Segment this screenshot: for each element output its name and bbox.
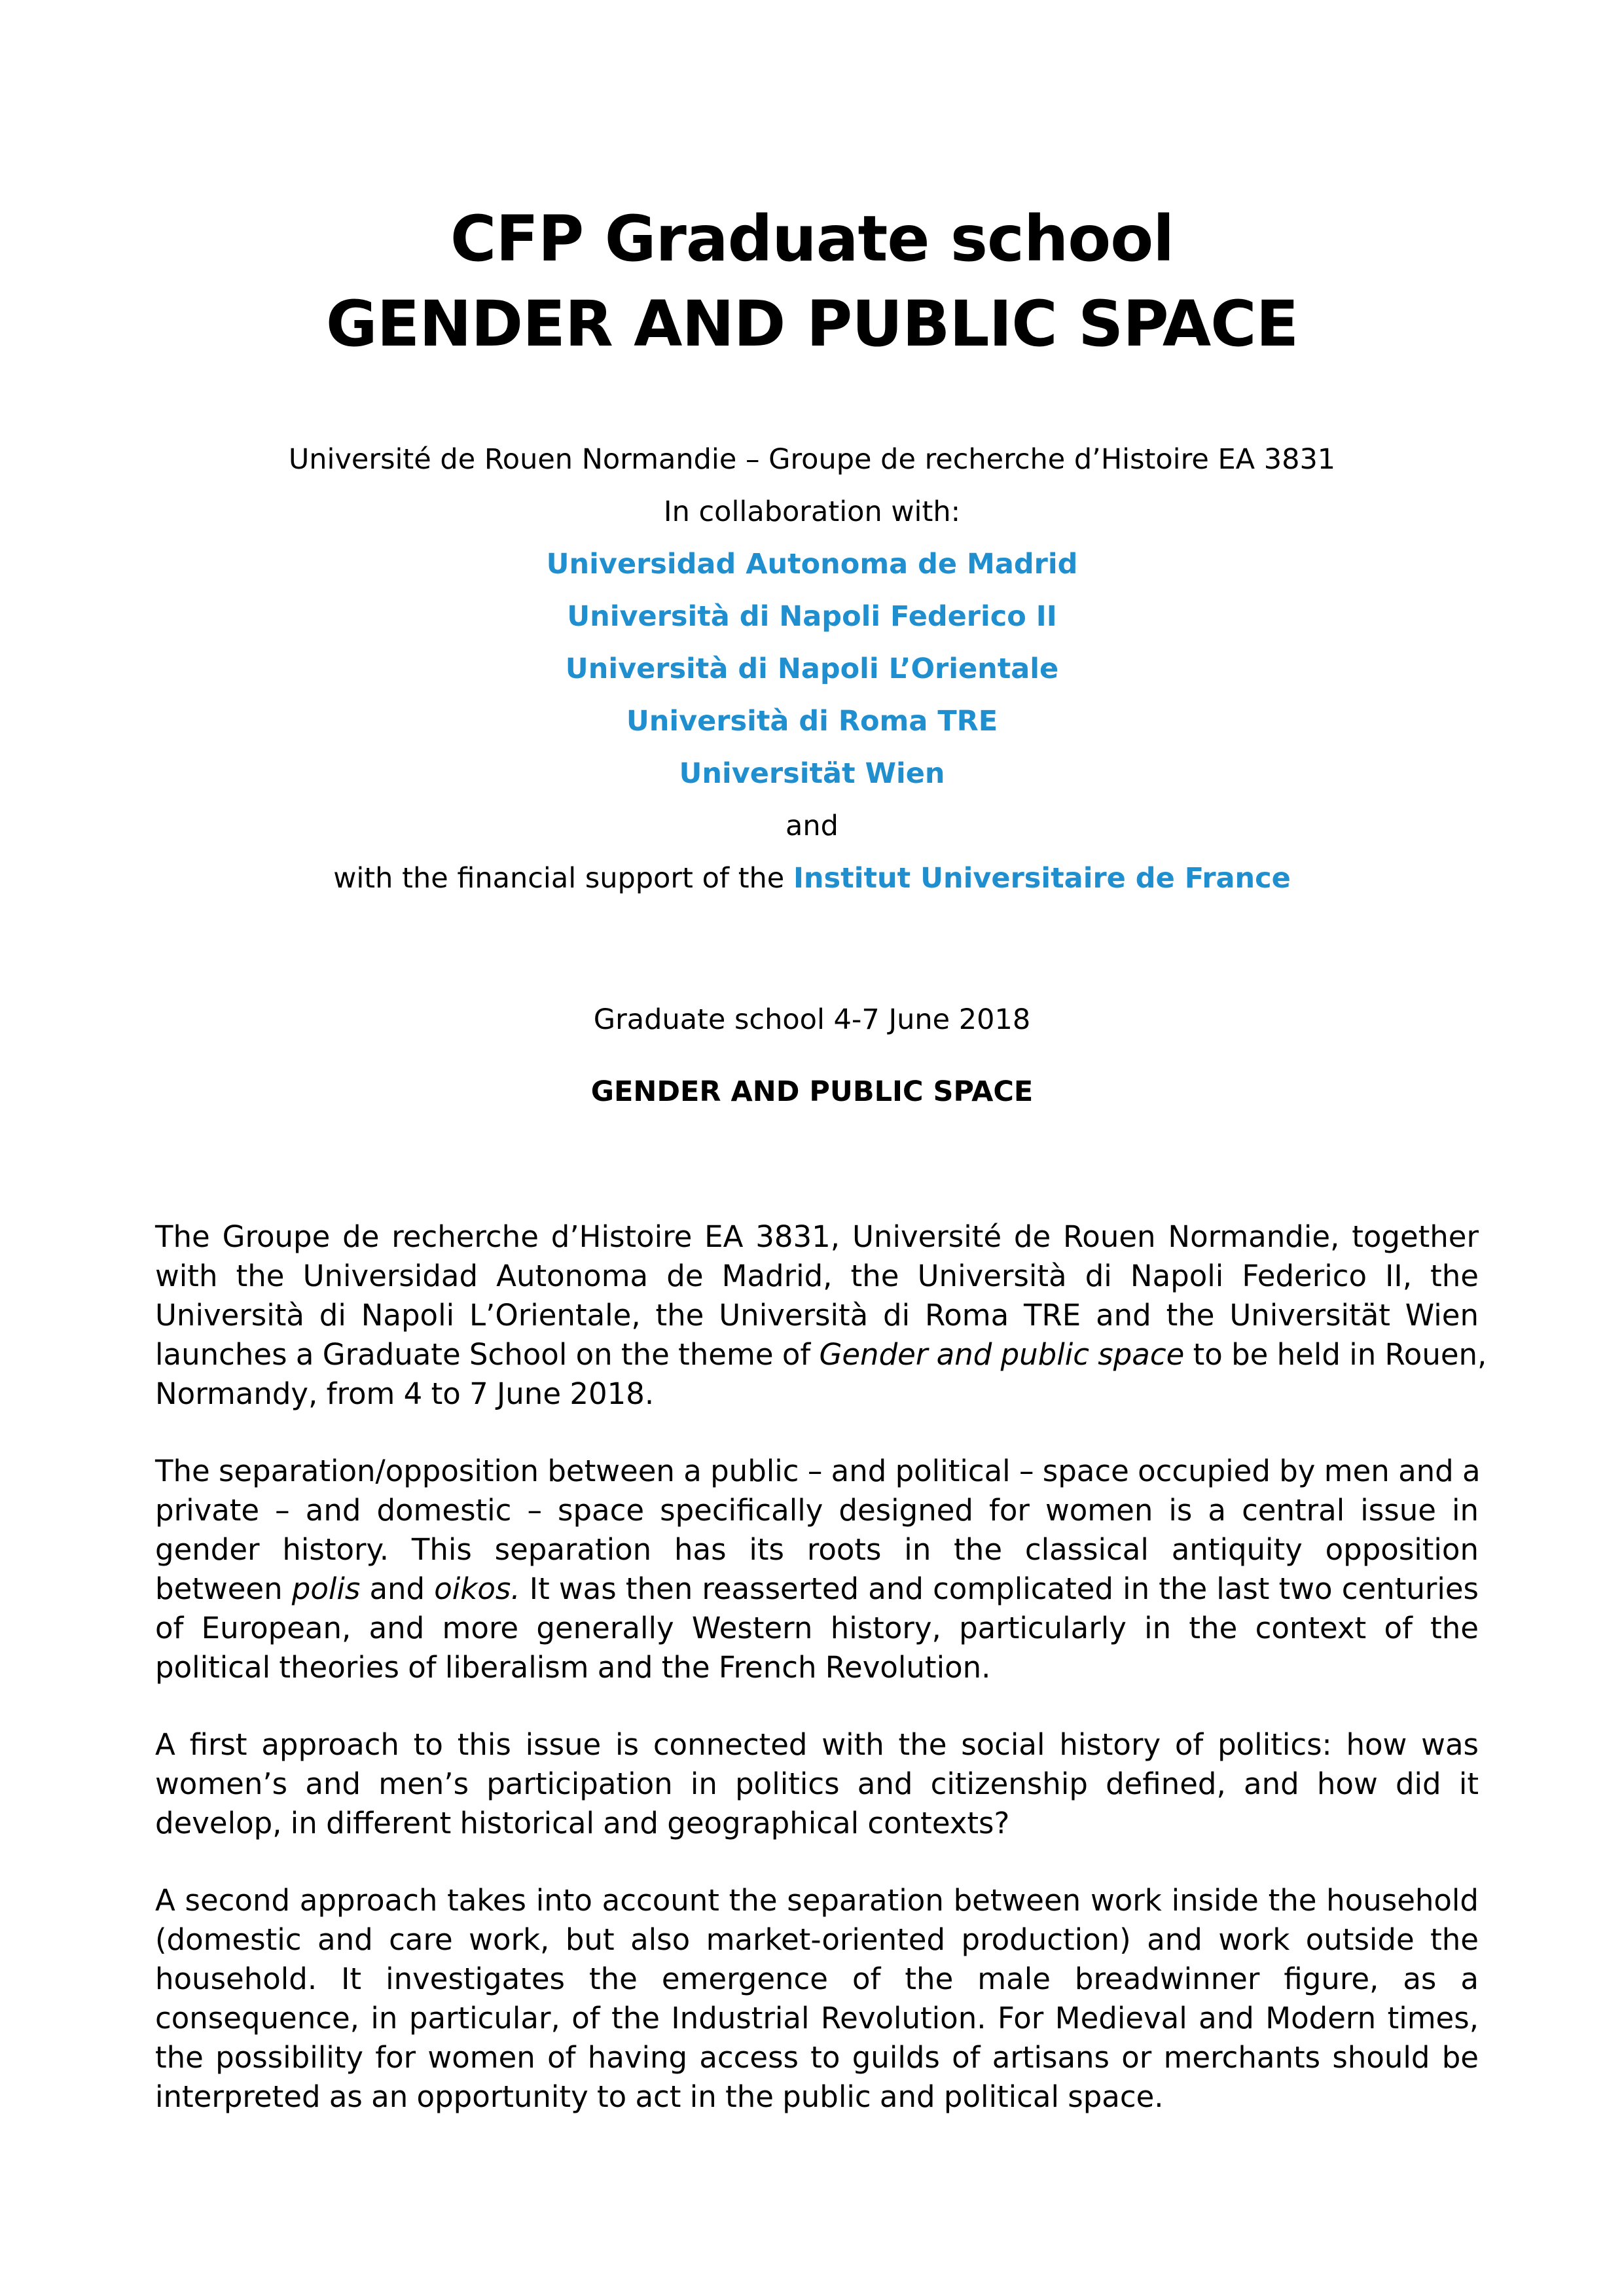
p4-line1: A second approach takes into account the separation between work inside the household (155, 1883, 1479, 1918)
paragraph-separation (155, 1452, 1479, 1687)
p2-polis-italic: polis (291, 1571, 361, 1606)
financial-support-line (0, 859, 1624, 898)
p2-line4 (155, 1570, 1479, 1609)
p3-line2: women’s and men’s participation in politics and citizenship defined, and how did it (155, 1767, 1479, 1801)
p1-line2: with the Universidad Autonoma de Madrid, the Università di Napoli Federico II, the (155, 1259, 1479, 1293)
p2-line4-a: between (155, 1571, 292, 1606)
p1-line1: The Groupe de recherche d’Histoire EA 3831, Université de Rouen Normandie, together (155, 1219, 1479, 1254)
p4-line5: the possibility for women of having access to guilds of artisans or merchants should be (155, 2040, 1479, 2075)
event-dates: Graduate school 4-7 June 2018 (593, 1003, 1031, 1036)
p1-theme-italic: Gender and public space (819, 1337, 1185, 1372)
p1-line4 (155, 1335, 1487, 1374)
p1-line4-a: launches a Graduate School on the theme of (155, 1337, 820, 1372)
p2-line5: of European, and more generally Western history, particularly in the context of the (155, 1611, 1479, 1645)
p4-line2: (domestic and care work, but also market-oriented production) and work outside the (155, 1922, 1479, 1957)
p2-line4-b: and (360, 1571, 435, 1606)
p2-line4-c: It was then reasserted and complicated in the last two centuries (520, 1571, 1479, 1606)
p4-line3: household. It investigates the emergence of the male breadwinner figure, as a (155, 1962, 1479, 1996)
p2-line2: private – and domestic – space specifically designed for women is a central issue in (155, 1493, 1479, 1528)
p3-line1: A first approach to this issue is connected with the social history of politics: how was (155, 1727, 1479, 1762)
p2-oikos-italic: oikos. (434, 1571, 520, 1606)
p2-line1: The separation/opposition between a public – and political – space occupied by men and a (155, 1454, 1481, 1488)
document-title-line2: GENDER AND PUBLIC SPACE (325, 287, 1299, 361)
paragraph-intro (155, 1217, 1487, 1414)
p1-line4-b: to be held in Rouen, (1184, 1337, 1487, 1372)
p2-line6: political theories of liberalism and the French Revolution. (155, 1650, 991, 1685)
collaboration-intro: In collaboration with: (663, 495, 961, 528)
p4-line4: consequence, in particular, of the Industrial Revolution. For Medieval and Modern times, (155, 2001, 1479, 2036)
partner-napoli-federico: Università di Napoli Federico II (567, 600, 1057, 633)
p2-line3: gender history. This separation has its roots in the classical antiquity opposition (155, 1532, 1479, 1567)
host-institution: Université de Rouen Normandie – Groupe de recherche d’Histoire EA 3831 (288, 443, 1336, 476)
paragraph-second-approach (155, 1881, 1479, 2117)
support-prefix: with the financial support of the (333, 862, 793, 895)
p1-line3: Università di Napoli L’Orientale, the Università di Roma TRE and the Universität Wien (155, 1298, 1479, 1333)
paragraph-first-approach (155, 1725, 1479, 1843)
p1-line5: Normandy, from 4 to 7 June 2018. (155, 1376, 655, 1411)
partner-madrid: Universidad Autonoma de Madrid (546, 548, 1078, 581)
and-connector: and (785, 810, 839, 842)
support-institution: Institut Universitaire de France (793, 862, 1291, 895)
event-theme: GENDER AND PUBLIC SPACE (590, 1075, 1034, 1108)
partner-napoli-orientale: Università di Napoli L’Orientale (565, 653, 1059, 685)
p3-line3: develop, in different historical and geographical contexts? (155, 1806, 1010, 1840)
partner-wien: Universität Wien (679, 757, 945, 790)
document-title-line1: CFP Graduate school (450, 202, 1174, 276)
partner-roma-tre: Università di Roma TRE (626, 705, 998, 738)
p4-line6: interpreted as an opportunity to act in the public and political space. (155, 2079, 1164, 2114)
